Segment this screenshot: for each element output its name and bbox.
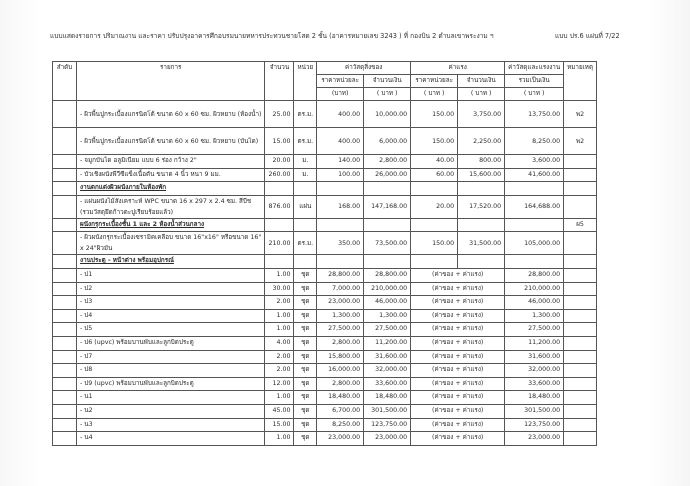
table-header [53, 62, 597, 101]
cell-note [564, 268, 597, 282]
cell-empty [265, 218, 294, 232]
cell-material-amount: 1,300.00 [364, 309, 411, 323]
cell-material-amount: 2,800.00 [364, 155, 411, 169]
cell-no [53, 323, 77, 337]
cell-quantity: 15.00 [265, 128, 294, 155]
cell-description: - ป1 [77, 268, 265, 282]
cell-unit: ชุด [294, 404, 317, 418]
cell-material-amount: 32,000.00 [364, 364, 411, 378]
cell-no [53, 391, 77, 405]
cell-unit: ชุด [294, 432, 317, 446]
cell-total-amount: 41,600.00 [505, 168, 564, 182]
cell-total-amount: 23,000.00 [505, 432, 564, 446]
cell-empty [458, 255, 505, 269]
cell-labor-unit-price: 20.00 [411, 195, 458, 218]
table-row [53, 296, 597, 310]
cell-no [53, 282, 77, 296]
cell-material-unit-price: 15,800.00 [317, 350, 364, 364]
cell-total-amount: 27,500.00 [505, 323, 564, 337]
cell-description: - จมูกบันได อลูมิเนียม แบบ 6 ร่อง กว้าง 2" [77, 155, 265, 169]
table-row [53, 268, 597, 282]
cell-material-unit-price: 1,300.00 [317, 309, 364, 323]
cell-description: - ป3 [77, 296, 265, 310]
cell-empty [317, 182, 364, 196]
cell-total-amount: 33,600.00 [505, 377, 564, 391]
cell-unit: ม. [294, 155, 317, 169]
cell-quantity: 1.00 [265, 391, 294, 405]
cell-unit: ชุด [294, 364, 317, 378]
cell-unit: ชุด [294, 282, 317, 296]
header-material-unit-price: ราคาหน่วยละ [317, 75, 364, 88]
cell-no [53, 128, 77, 155]
table-body [53, 101, 597, 446]
cell-material-unit-price: 168.00 [317, 195, 364, 218]
cell-no [53, 364, 77, 378]
cell-material-amount: 28,800.00 [364, 268, 411, 282]
cell-labor-combined: (ค่าของ + ค่าแรง) [411, 377, 505, 391]
cell-material-unit-price: 2,800.00 [317, 377, 364, 391]
cell-description: - ป2 [77, 282, 265, 296]
cell-note [564, 309, 597, 323]
cell-material-amount: 10,000.00 [364, 101, 411, 128]
cell-note: ผ5 [564, 218, 597, 232]
cell-labor-combined: (ค่าของ + ค่าแรง) [411, 336, 505, 350]
header-baht-unit: ( บาท ) [505, 88, 564, 101]
cell-no [53, 404, 77, 418]
cell-labor-combined: (ค่าของ + ค่าแรง) [411, 364, 505, 378]
cell-no [53, 182, 77, 196]
table-row [53, 350, 597, 364]
cell-note [564, 255, 597, 269]
cell-no [53, 432, 77, 446]
cell-unit: ตร.ม. [294, 232, 317, 255]
cell-labor-combined: (ค่าของ + ค่าแรง) [411, 282, 505, 296]
cell-note [564, 377, 597, 391]
cell-material-amount: 147,168.00 [364, 195, 411, 218]
cell-empty [265, 182, 294, 196]
cell-description: - น1 [77, 391, 265, 405]
cell-empty [458, 182, 505, 196]
cell-empty [505, 218, 564, 232]
cell-no [53, 218, 77, 232]
cell-total-amount: 32,000.00 [505, 364, 564, 378]
table-row [53, 418, 597, 432]
cell-material-unit-price: 8,250.00 [317, 418, 364, 432]
cell-no [53, 350, 77, 364]
header-note: หมายเหตุ [564, 62, 597, 101]
cell-description: - ผิวผนังกรุกระเบื้องเซรามิคเคลือบ ขนาด 16"x16" หรือขนาด 16" x 24"ผิวมัน [77, 232, 265, 255]
cell-labor-amount: 800.00 [458, 155, 505, 169]
table-row [53, 232, 597, 255]
cell-material-unit-price: 2,800.00 [317, 336, 364, 350]
header-material-group: ค่าวัสดุสิ่งของ [317, 62, 411, 75]
cell-no [53, 377, 77, 391]
cell-total-amount: 123,750.00 [505, 418, 564, 432]
table-row [53, 364, 597, 378]
cell-description: - ผิวพื้นปูกระเบื้องแกรนิตโต้ ขนาด 60 x 60 ซม. ผิวหยาบ (บันได) [77, 128, 265, 155]
cell-total-amount: 301,500.00 [505, 404, 564, 418]
cell-total-amount: 18,480.00 [505, 391, 564, 405]
cell-note [564, 404, 597, 418]
cell-no [53, 309, 77, 323]
cell-material-unit-price: 350.00 [317, 232, 364, 255]
cell-total-amount: 3,600.00 [505, 155, 564, 169]
cell-no [53, 168, 77, 182]
cell-empty [294, 182, 317, 196]
section-row [53, 182, 597, 196]
cell-empty [317, 218, 364, 232]
cell-empty [294, 218, 317, 232]
cell-description: - ป6 (upvc) พร้อมบานพับและลูกบิดประตู [77, 336, 265, 350]
cell-total-amount: 210,000.00 [505, 282, 564, 296]
cell-no [53, 336, 77, 350]
cell-note [564, 364, 597, 378]
cell-note [564, 296, 597, 310]
table-row [53, 309, 597, 323]
cell-material-amount: 11,200.00 [364, 336, 411, 350]
cell-unit: ชุด [294, 309, 317, 323]
table-row [53, 336, 597, 350]
table-row [53, 128, 597, 155]
header-total-group: ค่าวัสดุและแรงงาน [505, 62, 564, 75]
cell-material-unit-price: 400.00 [317, 128, 364, 155]
cell-note [564, 232, 597, 255]
cell-note [564, 350, 597, 364]
cell-material-amount: 6,000.00 [364, 128, 411, 155]
cell-labor-unit-price: 40.00 [411, 155, 458, 169]
cell-material-amount: 123,750.00 [364, 418, 411, 432]
cell-labor-combined: (ค่าของ + ค่าแรง) [411, 404, 505, 418]
cell-labor-amount: 31,500.00 [458, 232, 505, 255]
cell-total-amount: 11,200.00 [505, 336, 564, 350]
cell-no [53, 418, 77, 432]
header-no: ลำดับ [53, 62, 77, 101]
cell-description: - บัวเชิงผนังพีวีซีแข็งเนื้อตัน ขนาด 4 นิ้ว หนา 9 มม. [77, 168, 265, 182]
header-material-amount: จำนวนเงิน [364, 75, 411, 88]
header-baht-unit: ( บาท ) [458, 88, 505, 101]
cell-material-unit-price: 23,000.00 [317, 296, 364, 310]
cell-empty [411, 255, 458, 269]
cell-unit: ชุด [294, 296, 317, 310]
cell-quantity: 25.00 [265, 101, 294, 128]
cell-labor-combined: (ค่าของ + ค่าแรง) [411, 296, 505, 310]
cell-note [564, 282, 597, 296]
cell-quantity: 20.00 [265, 155, 294, 169]
cell-unit: ชุด [294, 377, 317, 391]
cell-material-amount: 26,000.00 [364, 168, 411, 182]
cell-material-amount: 18,480.00 [364, 391, 411, 405]
header-total-amount: รวมเป็นเงิน [505, 75, 564, 88]
table-row [53, 101, 597, 128]
cell-material-unit-price: 140.00 [317, 155, 364, 169]
header-baht-unit: ( บาท ) [364, 88, 411, 101]
cell-material-unit-price: 7,000.00 [317, 282, 364, 296]
cell-labor-amount: 2,250.00 [458, 128, 505, 155]
cell-quantity: 1.00 [265, 309, 294, 323]
cell-material-amount: 27,500.00 [364, 323, 411, 337]
cell-quantity: 2.00 [265, 350, 294, 364]
cell-labor-combined: (ค่าของ + ค่าแรง) [411, 323, 505, 337]
cell-quantity: 2.00 [265, 364, 294, 378]
section-row [53, 218, 597, 232]
cell-total-amount: 1,300.00 [505, 309, 564, 323]
cell-labor-unit-price: 150.00 [411, 101, 458, 128]
table-row [53, 195, 597, 218]
cell-labor-combined: (ค่าของ + ค่าแรง) [411, 418, 505, 432]
cell-empty [364, 218, 411, 232]
cell-note: พ2 [564, 128, 597, 155]
cell-unit: ม. [294, 168, 317, 182]
cell-quantity: 45.00 [265, 404, 294, 418]
header-baht-unit: ( บาท ) [411, 88, 458, 101]
cell-empty [411, 182, 458, 196]
cell-empty [364, 182, 411, 196]
cell-material-amount: 33,600.00 [364, 377, 411, 391]
cell-unit: ตร.ม. [294, 101, 317, 128]
cell-empty [294, 255, 317, 269]
cell-note [564, 336, 597, 350]
cell-total-amount: 8,250.00 [505, 128, 564, 155]
cell-description: - ป5 [77, 323, 265, 337]
cell-no [53, 155, 77, 169]
cell-note [564, 432, 597, 446]
table-row [53, 168, 597, 182]
cell-no [53, 255, 77, 269]
cell-empty [505, 255, 564, 269]
cell-quantity: 1.00 [265, 323, 294, 337]
cell-note [564, 391, 597, 405]
header-baht-unit: (บาท) [317, 88, 364, 101]
cell-note [564, 155, 597, 169]
cell-material-amount: 301,500.00 [364, 404, 411, 418]
cell-no [53, 195, 77, 218]
cell-quantity: 260.00 [265, 168, 294, 182]
cell-material-unit-price: 400.00 [317, 101, 364, 128]
cell-description: - ผิวพื้นปูกระเบื้องแกรนิตโต้ ขนาด 60 x 60 ซม. ผิวหยาบ (ห้องน้ำ) [77, 101, 265, 128]
section-row [53, 255, 597, 269]
cell-labor-unit-price: 150.00 [411, 128, 458, 155]
cell-description: - น2 [77, 404, 265, 418]
table-row [53, 282, 597, 296]
cell-labor-unit-price: 150.00 [411, 232, 458, 255]
cell-description: - ป9 (upvc) พร้อมบานพับและลูกบิดประตู [77, 377, 265, 391]
cell-description: - น3 [77, 418, 265, 432]
table-row [53, 323, 597, 337]
cell-total-amount: 13,750.00 [505, 101, 564, 128]
table-row [53, 391, 597, 405]
cell-labor-combined: (ค่าของ + ค่าแรง) [411, 309, 505, 323]
cell-quantity: 876.00 [265, 195, 294, 218]
cell-material-amount: 23,000.00 [364, 432, 411, 446]
table-row [53, 377, 597, 391]
cell-total-amount: 28,800.00 [505, 268, 564, 282]
cell-material-unit-price: 6,700.00 [317, 404, 364, 418]
cell-unit: ชุด [294, 391, 317, 405]
cell-empty [411, 218, 458, 232]
cell-total-amount: 164,688.00 [505, 195, 564, 218]
document-header-title: แบบแสดงรายการ ปริมาณงาน และราคา ปรับปรุงอาคารศึกอบรมนายทหารประทวนชายโสด 2 ชั้น (อาคารหมายเลข 3243 ) ที่ กองบิน 2 ตำบลเขาพระงาม ฯ [50, 32, 494, 40]
cell-quantity: 4.00 [265, 336, 294, 350]
cell-description: - ป4 [77, 309, 265, 323]
bill-of-quantities-table [52, 61, 597, 446]
cell-note [564, 168, 597, 182]
cell-description: - ป7 [77, 350, 265, 364]
cell-note [564, 323, 597, 337]
cell-material-amount: 73,500.00 [364, 232, 411, 255]
cell-labor-combined: (ค่าของ + ค่าแรง) [411, 350, 505, 364]
cell-description: - น4 [77, 432, 265, 446]
cell-labor-combined: (ค่าของ + ค่าแรง) [411, 432, 505, 446]
cell-note [564, 195, 597, 218]
cell-material-unit-price: 100.00 [317, 168, 364, 182]
header-description: รายการ [77, 62, 265, 101]
cell-labor-unit-price: 60.00 [411, 168, 458, 182]
document-sheet-number: แบบ ปร.6 แผ่นที่ 7/22 [555, 32, 620, 40]
cell-description: - ป8 [77, 364, 265, 378]
cell-material-amount: 210,000.00 [364, 282, 411, 296]
table-row [53, 404, 597, 418]
cell-no [53, 232, 77, 255]
cell-material-amount: 31,600.00 [364, 350, 411, 364]
cell-unit: ชุด [294, 336, 317, 350]
cell-unit: แผ่น [294, 195, 317, 218]
cell-quantity: 1.00 [265, 432, 294, 446]
cell-unit: ชุด [294, 350, 317, 364]
cell-quantity: 12.00 [265, 377, 294, 391]
cell-quantity: 1.00 [265, 268, 294, 282]
cell-quantity: 2.00 [265, 296, 294, 310]
cell-empty [317, 255, 364, 269]
cell-note [564, 182, 597, 196]
cell-unit: ชุด [294, 418, 317, 432]
cell-labor-combined: (ค่าของ + ค่าแรง) [411, 391, 505, 405]
table-row [53, 155, 597, 169]
cell-labor-amount: 3,750.00 [458, 101, 505, 128]
cell-no [53, 268, 77, 282]
header-labor-group: ค่าแรง [411, 62, 505, 75]
cell-material-unit-price: 16,000.00 [317, 364, 364, 378]
cell-labor-combined: (ค่าของ + ค่าแรง) [411, 268, 505, 282]
cell-total-amount: 46,000.00 [505, 296, 564, 310]
cell-empty [364, 255, 411, 269]
cell-quantity: 30.00 [265, 282, 294, 296]
cell-total-amount: 31,600.00 [505, 350, 564, 364]
cell-no [53, 101, 77, 128]
cell-no [53, 296, 77, 310]
header-unit: หน่วย [294, 62, 317, 101]
section-title: งานประตู - หน้าต่าง พร้อมอุปกรณ์ [77, 255, 265, 269]
cell-unit: ตร.ม. [294, 128, 317, 155]
cell-labor-amount: 17,520.00 [458, 195, 505, 218]
header-quantity: จำนวน [265, 62, 294, 101]
header-labor-unit-price: ราคาหน่วยละ [411, 75, 458, 88]
cell-unit: ชุด [294, 323, 317, 337]
cell-material-unit-price: 23,000.00 [317, 432, 364, 446]
cell-note [564, 418, 597, 432]
section-title: งานตกแต่งผิวผนังภายในห้องพัก [77, 182, 265, 196]
cell-unit: ชุด [294, 268, 317, 282]
cell-empty [265, 255, 294, 269]
section-title: ผนังกรุกระเบื้องชั้น 1 และ 2 ห้องน้ำส่วนกลาง [77, 218, 265, 232]
cell-empty [458, 218, 505, 232]
cell-quantity: 15.00 [265, 418, 294, 432]
cell-labor-amount: 15,600.00 [458, 168, 505, 182]
cell-material-amount: 46,000.00 [364, 296, 411, 310]
cell-material-unit-price: 27,500.00 [317, 323, 364, 337]
cell-material-unit-price: 28,800.00 [317, 268, 364, 282]
cell-material-unit-price: 18,480.00 [317, 391, 364, 405]
cell-total-amount: 105,000.00 [505, 232, 564, 255]
cell-quantity: 210.00 [265, 232, 294, 255]
cell-note: พ2 [564, 101, 597, 128]
table-row [53, 432, 597, 446]
cell-empty [505, 182, 564, 196]
cell-description: - แผ่นผนังไม้สังเคราะห์ WPC ขนาด 16 x 297 x 2.4 ซม. สีบีช (รวมวัสดุยึดก้าวตะปูเรียบร้อยแล้ว) [77, 195, 265, 218]
header-labor-amount: จำนวนเงิน [458, 75, 505, 88]
